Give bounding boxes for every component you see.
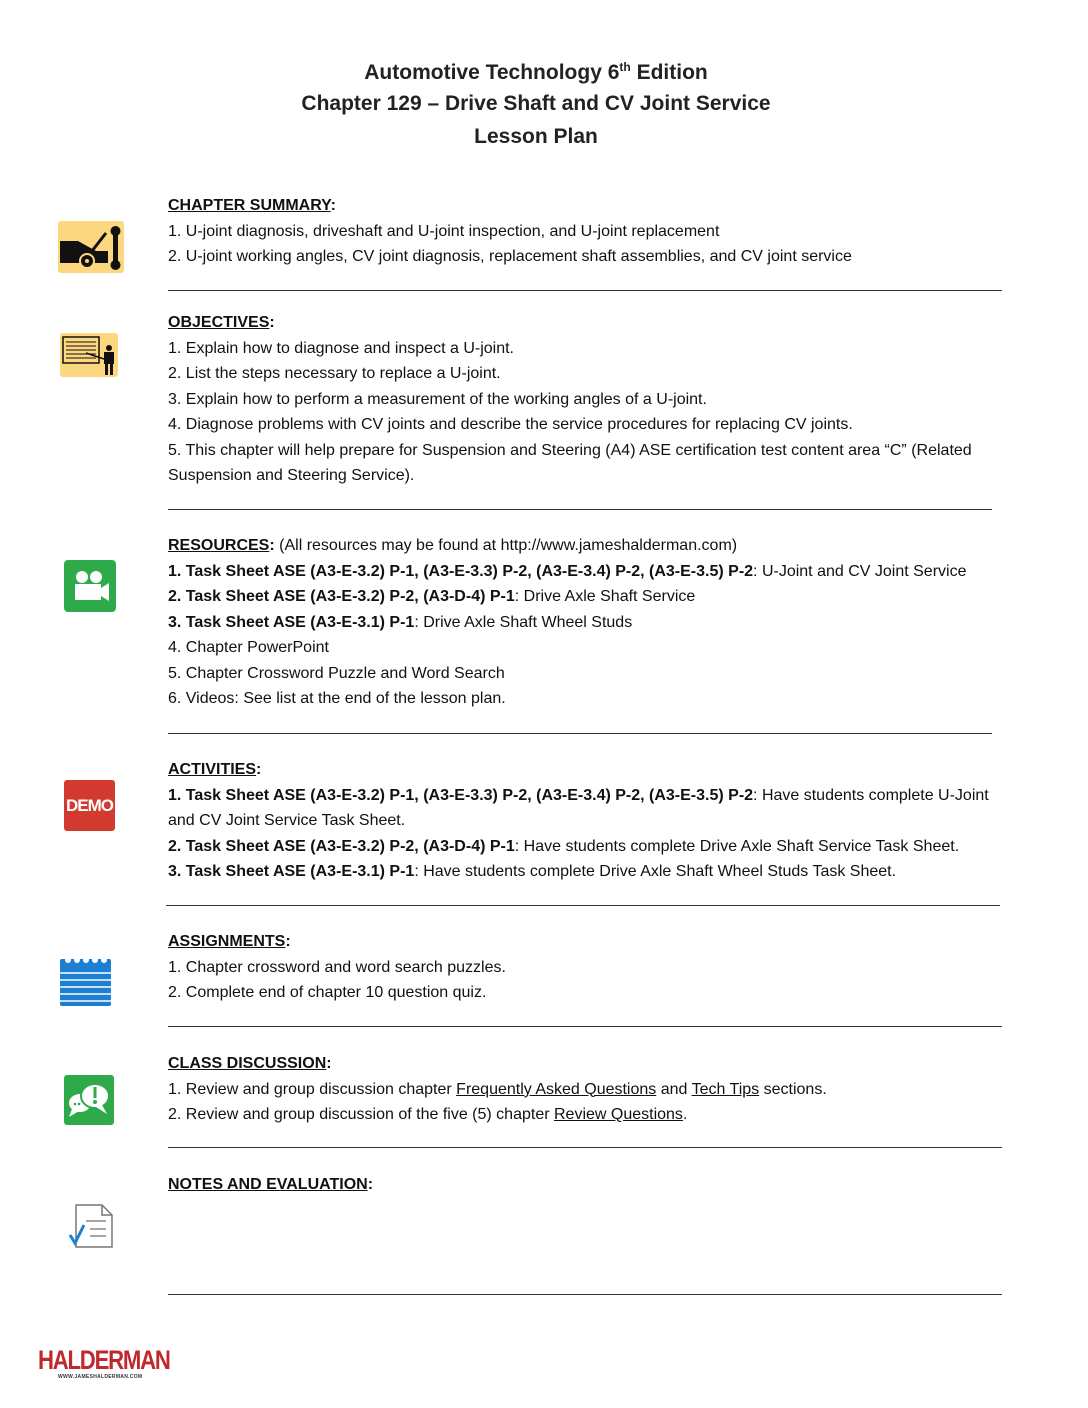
car-repair-icon <box>58 221 124 273</box>
divider <box>168 733 992 734</box>
resource-item: 5. Chapter Crossword Puzzle and Word Search <box>168 664 505 682</box>
objective-item: 5. This chapter will help prepare for Suspension and Steering (A4) ASE certification test content area “C” (Related Suspension and Steering Service). <box>168 441 972 484</box>
discussion-item: 2. Review and group discussion of the five (5) chapter Review Questions. <box>168 1106 688 1123</box>
chapter-summary-section: CHAPTER SUMMARY: 1. U-joint diagnosis, driveshaft and U-joint inspection, and U-joint replacement 2. U-joint working angles, CV joint diagnosis, replacement shaft assemblies, and CV joint service <box>168 193 1018 270</box>
resource-item: 4. Chapter PowerPoint <box>168 639 329 656</box>
demo-icon: DEMO <box>64 780 115 831</box>
discussion-item: 1. Review and group discussion chapter Frequently Asked Questions and Tech Tips sections. <box>168 1080 827 1098</box>
activity-item: 2. Task Sheet ASE (A3-E-3.2) P-2, (A3-D-4) P-1: Have students complete Drive Axle Shaft Service Task Sheet. <box>168 837 960 855</box>
assignments-section: ASSIGNMENTS: 1. Chapter crossword and word search puzzles. 2. Complete end of chapter 10 question quiz. <box>168 929 1018 1006</box>
resource-item: 6. Videos: See list at the end of the lesson plan. <box>168 690 506 707</box>
divider <box>168 509 992 510</box>
summary-item: 1. U-joint diagnosis, driveshaft and U-joint inspection, and U-joint replacement <box>168 222 720 240</box>
activity-item: 3. Task Sheet ASE (A3-E-3.1) P-1: Have students complete Drive Axle Shaft Wheel Studs Task Sheet. <box>168 863 897 880</box>
doc-title-chapter: Chapter 129 – Drive Shaft and CV Joint Service <box>301 92 771 115</box>
summary-item: 2. U-joint working angles, CV joint diagnosis, replacement shaft assemblies, and CV joint service <box>168 248 852 265</box>
review-questions-link[interactable]: Review Questions <box>553 1106 683 1123</box>
divider <box>168 290 1002 291</box>
resource-item: 3. Task Sheet ASE (A3-E-3.1) P-1: Drive Axle Shaft Wheel Studs <box>168 613 633 631</box>
resource-item: 2. Task Sheet ASE (A3-E-3.2) P-2, (A3-D-4) P-1: Drive Axle Shaft Service <box>168 588 696 605</box>
resources-section: RESOURCES: (All resources may be found at http://www.jameshalderman.com) 1. Task Sheet ASE (A3-E-3.2) P-1, (A3-E-3.3) P-2, (A3-E-3.4) P-2, (A3-E-3.5) P-2: U-Joint and CV Joint Service 2. Task Sheet ASE (A3-E-3.2) P-2, (A3-D-4) P-1: Drive Axle Shaft Service 3. Task Sheet ASE (A3-E-3.1) P-1: Drive Axle Shaft Wheel Studs 4. Chapter PowerPoint 5. Chapter Crossword Puzzle and Word Search 6. Videos: See list at the end of the lesson plan. <box>168 533 1018 712</box>
divider <box>168 1147 1002 1148</box>
assignment-item: 1. Chapter crossword and word search puzzles. <box>168 958 506 976</box>
divider <box>168 1026 1002 1027</box>
class-discussion-section: CLASS DISCUSSION: 1. Review and group discussion chapter Frequently Asked Questions and Tech Tips sections. 2. Review and group discussion of the five (5) chapter Review Questions. <box>168 1051 1018 1128</box>
assignment-item: 2. Complete end of chapter 10 question quiz. <box>168 984 487 1001</box>
discussion-bubbles-icon <box>64 1075 114 1125</box>
presentation-teacher-icon <box>60 333 118 377</box>
objectives-section: OBJECTIVES: 1. Explain how to diagnose and inspect a U-joint. 2. List the steps necessary to replace a U-joint. 3. Explain how to perform a measurement of the working angles of a U-joint. 4. Diagnose problems with CV joints and describe the service procedures for replacing CV joints. 5. This chapter will help prepare for Suspension and Steering (A4) ASE certification test content area “C” (Related Suspension and Steering Service). <box>168 310 1018 489</box>
doc-title-lesson-plan: Lesson Plan <box>474 125 598 148</box>
halderman-logo: HALDERMAN WWW.JAMESHALDERMAN.COM <box>38 1345 170 1380</box>
doc-title-line1: Automotive Technology 6th Edition <box>364 60 708 84</box>
activity-item: 1. Task Sheet ASE (A3-E-3.2) P-1, (A3-E-3.3) P-2, (A3-E-3.4) P-2, (A3-E-3.5) P-2: Have students complete U-Joint and CV Joint Service Task Sheet. <box>168 786 989 829</box>
resource-item: 1. Task Sheet ASE (A3-E-3.2) P-1, (A3-E-3.3) P-2, (A3-E-3.4) P-2, (A3-E-3.5) P-2: U-Joint and CV Joint Service <box>168 562 967 580</box>
objective-item: 2. List the steps necessary to replace a U-joint. <box>168 365 501 382</box>
faq-link[interactable]: Frequently Asked Questions <box>456 1080 657 1098</box>
objective-item: 4. Diagnose problems with CV joints and describe the service procedures for replacing CV joints. <box>168 416 853 433</box>
activities-section: ACTIVITIES: 1. Task Sheet ASE (A3-E-3.2) P-1, (A3-E-3.3) P-2, (A3-E-3.4) P-2, (A3-E-3.5) P-2: Have students complete U-Joint and CV Joint Service Task Sheet. 2. Task Sheet ASE (A3-E-3.2) P-2, (A3-D-4) P-1: Have students complete Drive Axle Shaft Service Task Sheet. 3. Task Sheet ASE (A3-E-3.1) P-1: Have students complete Drive Axle Shaft Wheel Studs Task Sheet. <box>168 757 1018 885</box>
notes-section: NOTES AND EVALUATION: <box>168 1176 374 1193</box>
divider <box>166 905 1000 906</box>
tech-tips-link[interactable]: Tech Tips <box>691 1080 760 1098</box>
video-camera-icon <box>64 560 116 612</box>
notepad-icon <box>60 955 111 1006</box>
checklist-document-icon <box>68 1203 114 1249</box>
divider <box>168 1294 1002 1295</box>
objective-item: 1. Explain how to diagnose and inspect a U-joint. <box>168 339 514 357</box>
objective-item: 3. Explain how to perform a measurement of the working angles of a U-joint. <box>168 390 707 408</box>
